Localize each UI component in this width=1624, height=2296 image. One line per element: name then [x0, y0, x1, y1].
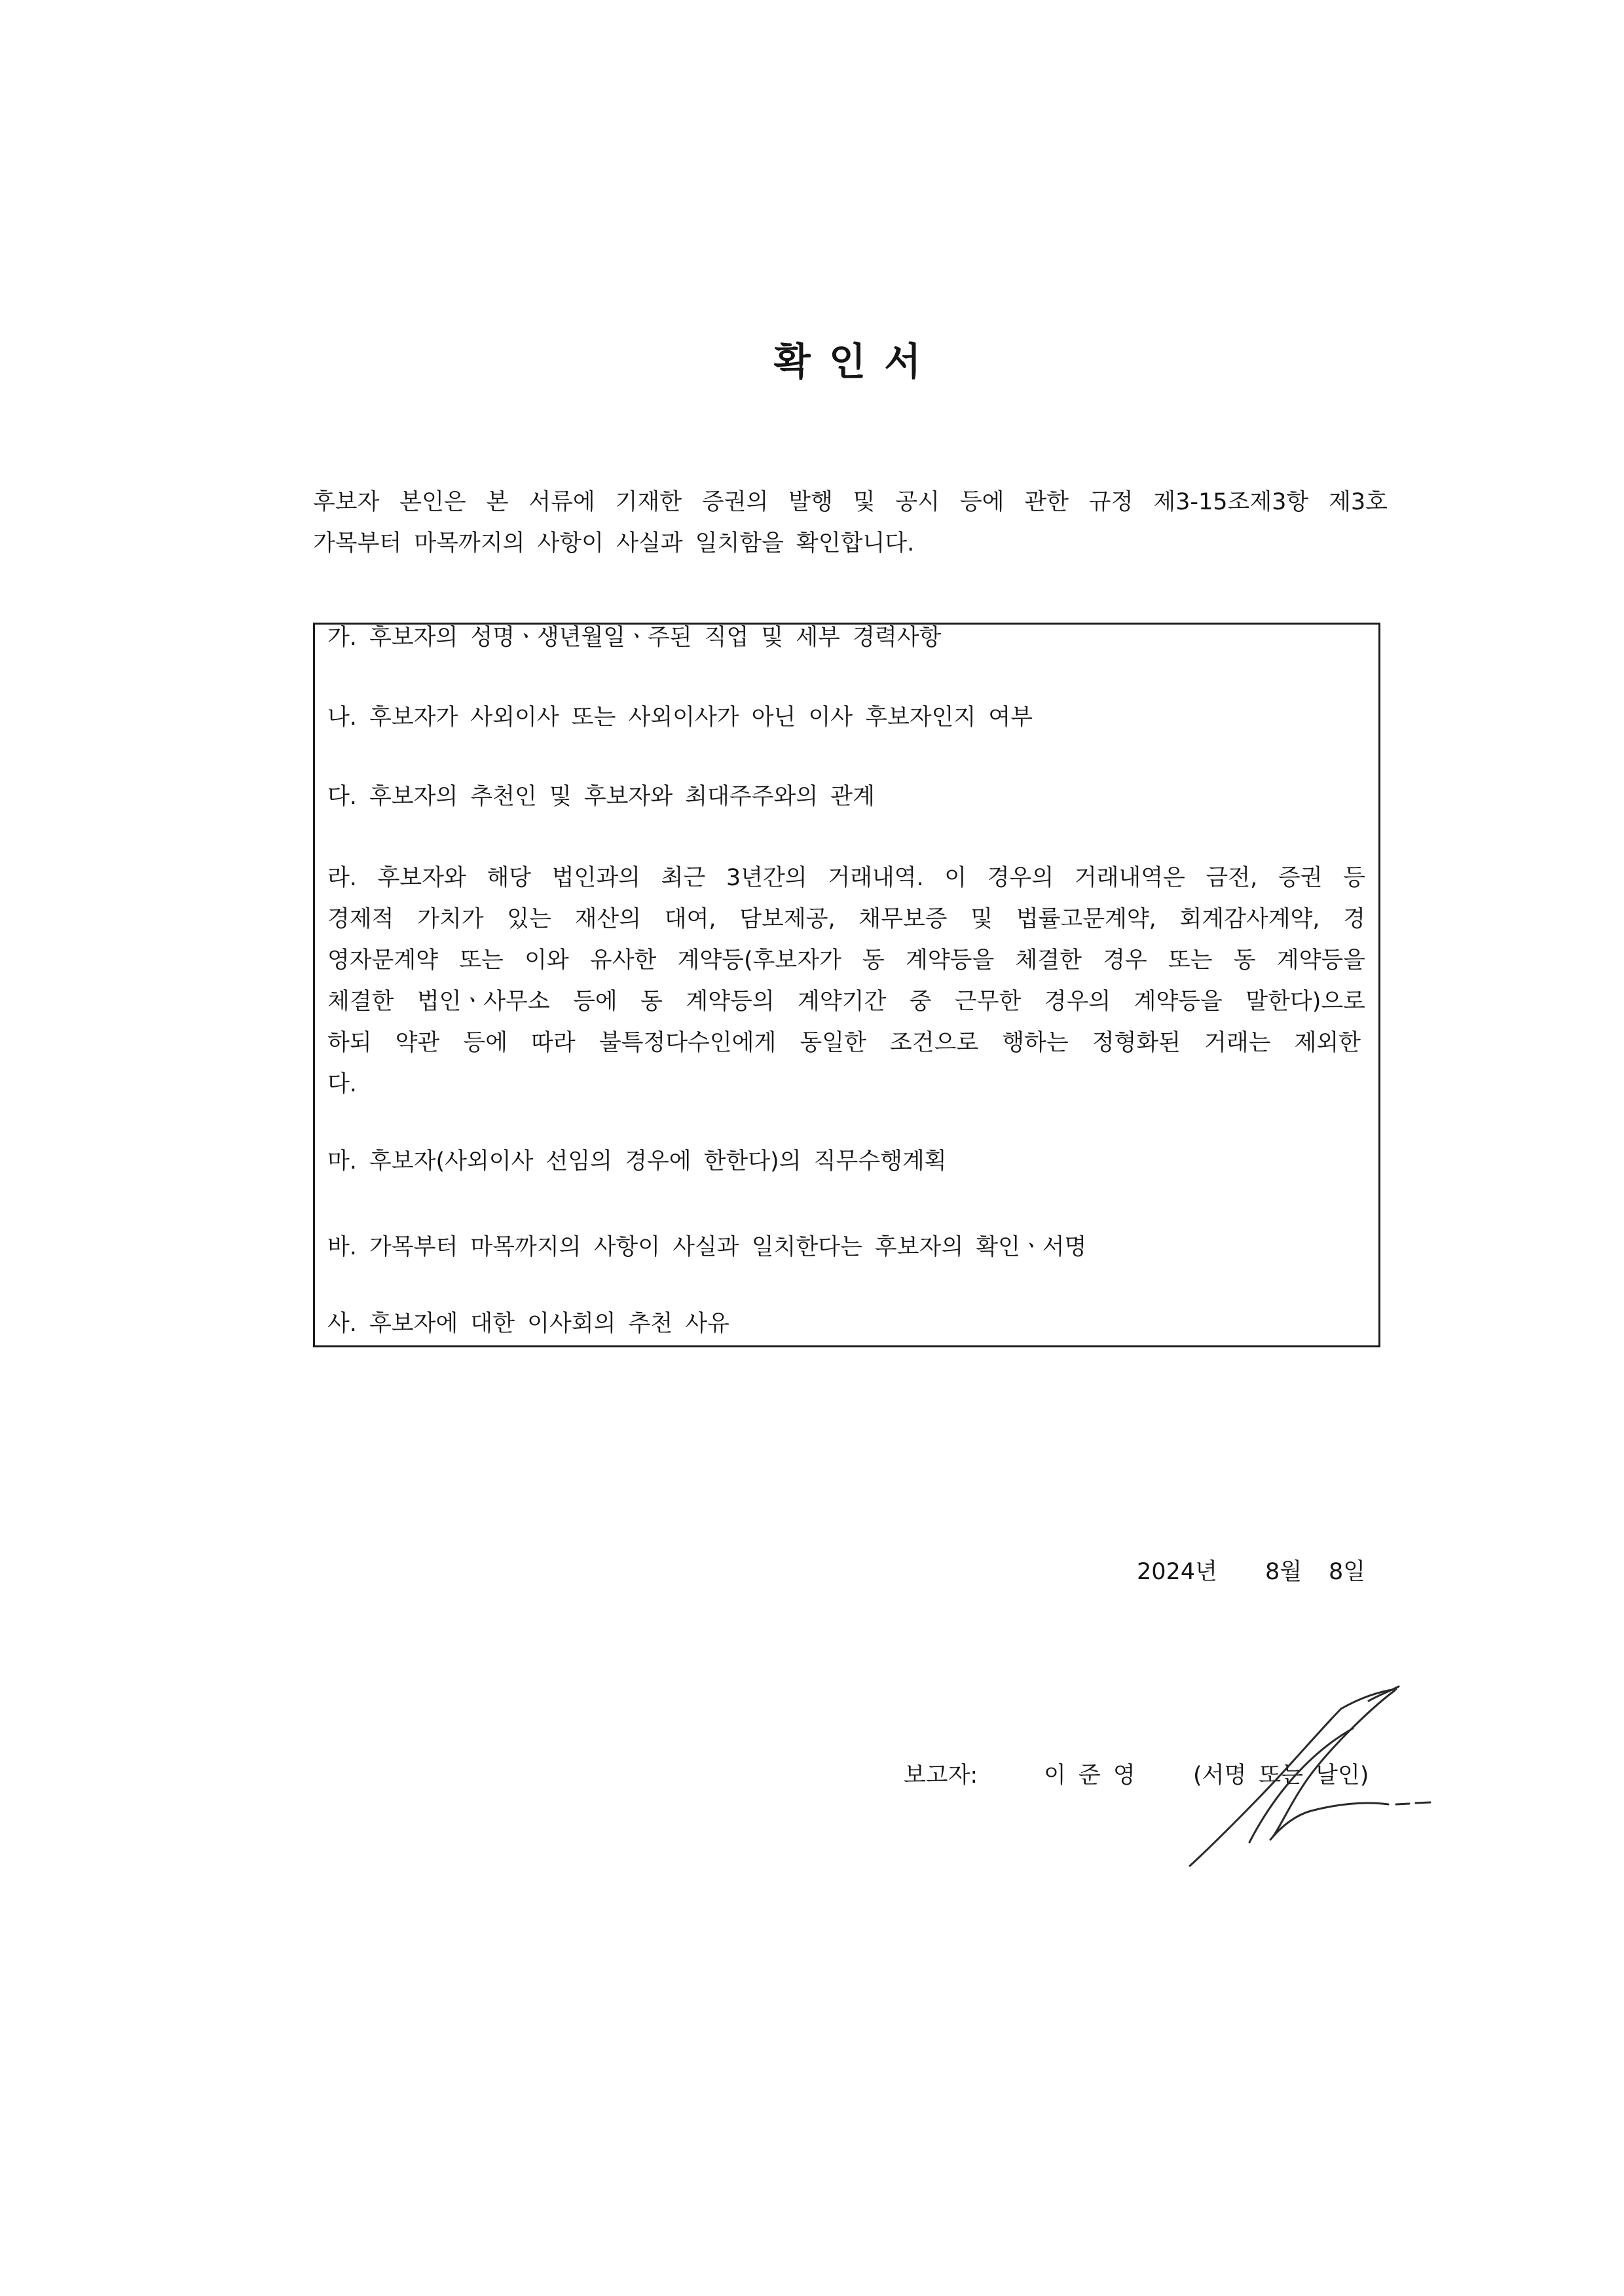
document-title: 확 인 서: [773, 339, 924, 384]
signature-scribble: [1172, 1683, 1447, 1879]
item-line: 나. 후보자가 사외이사 또는 사외이사가 아닌 이사 후보자인지 여부: [327, 704, 1033, 731]
reporter-label: 보고자:: [904, 1762, 978, 1789]
item-line: 마. 후보자(사외이사 선임의 경우에 한한다)의 직무수행계획: [327, 1148, 947, 1175]
intro-line: 후보자 본인은 본 서류에 기재한 증권의 발행 및 공시 등에 관한 규정 제3-15조제3항 제3호: [313, 489, 1388, 515]
item-line: 라. 후보자와 해당 법인과의 최근 3년간의 거래내역. 이 경우의 거래내역은 금전, 증권 등: [327, 865, 1365, 891]
item-line: 다. 후보자의 추천인 및 후보자와 최대주주와의 관계: [327, 784, 875, 810]
item-line: 하되 약관 등에 따라 불특정다수인에게 동일한 조건으로 행하는 정형화된 거래는 제외한: [327, 1030, 1361, 1056]
date-day: 8일: [1329, 1559, 1366, 1585]
item-line: 바. 가목부터 마목까지의 사항이 사실과 일치한다는 후보자의 확인ㆍ서명: [327, 1234, 1087, 1260]
date-year: 2024년: [1137, 1559, 1217, 1585]
date-month: 8월: [1265, 1559, 1302, 1585]
item-line: 사. 후보자에 대한 이사회의 추천 사유: [327, 1311, 729, 1337]
item-line: 경제적 가치가 있는 재산의 대여, 담보제공, 채무보증 및 법률고문계약, 회계감사계약, 경: [327, 906, 1365, 932]
reporter-name: 이 준 영: [1044, 1762, 1135, 1789]
item-line: 가. 후보자의 성명ㆍ생년월일ㆍ주된 직업 및 세부 경력사항: [327, 625, 942, 651]
signature-note: (서명 또는 날인): [1193, 1762, 1369, 1789]
item-line: 영자문계약 또는 이와 유사한 계약등(후보자가 동 계약등을 체결한 경우 또는 동 계약등을: [327, 947, 1365, 974]
item-line: 체결한 법인ㆍ사무소 등에 동 계약등의 계약기간 중 근무한 경우의 계약등을 말한다)으로: [327, 989, 1365, 1015]
intro-line: 가목부터 마목까지의 사항이 사실과 일치함을 확인합니다.: [313, 530, 915, 556]
item-line: 다.: [327, 1071, 357, 1097]
